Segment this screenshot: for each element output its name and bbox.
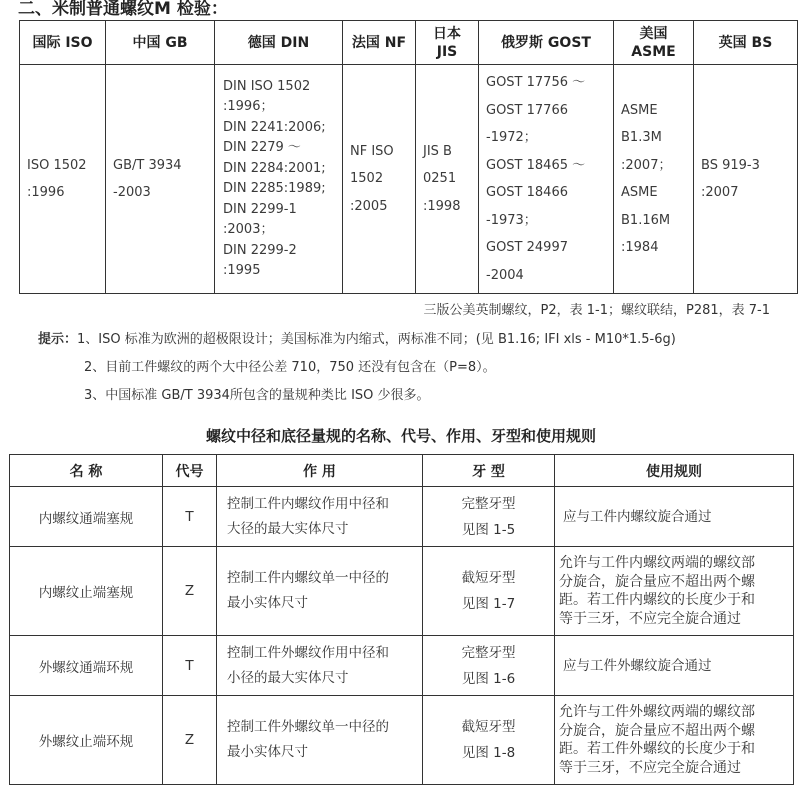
cell-gost-line: GOST 18466 (486, 185, 568, 200)
cell-jis-line: JIS B (423, 143, 452, 159)
header-din: 德国 DIN (215, 21, 343, 65)
gauge-tooth-line: 完整牙型 (461, 495, 516, 512)
gauge-name: 外螺纹止端环规 (10, 696, 163, 785)
gauge-table-title: 螺纹中径和底径量规的名称、代号、作用、牙型和使用规则 (205, 427, 596, 445)
gauge-rule (555, 547, 794, 636)
cell-asme-line: B1.16M (621, 212, 671, 228)
cell-asme-line: B1.3M (621, 130, 662, 145)
table-row (10, 487, 794, 547)
header-iso: 国际 ISO (20, 21, 106, 65)
gauge-tooth-line: 见图 1-7 (461, 596, 516, 612)
gauge-code: Z (163, 547, 217, 636)
gauge-table (9, 454, 794, 785)
cell-gost-line: -2004 (486, 267, 524, 283)
standards-table (19, 20, 798, 294)
cell-din (215, 65, 343, 294)
gauge-tooth (423, 636, 555, 696)
cell-nf (343, 65, 416, 294)
gauge-rule-line: 分旋合，旋合量应不超出两个螺 (559, 722, 755, 739)
gauge-header-row (10, 455, 794, 487)
gauge-effect (217, 487, 423, 547)
gauge-tooth-line: 截短牙型 (461, 570, 516, 586)
section-title: 二、米制普通螺纹M 检验： (18, 0, 228, 19)
header-tooth: 牙 型 (423, 455, 555, 487)
gauge-effect-line: 控制工件外螺纹作用中径和 (227, 644, 389, 661)
cell-din-line: :1995 (223, 263, 261, 278)
header-gb: 中国 GB (106, 21, 215, 65)
gauge-rule-line: 允许与工件外螺纹两端的螺纹部 (559, 704, 755, 720)
gauge-tooth-line: 见图 1-8 (461, 745, 516, 761)
cell-asme-line: :2007； (621, 157, 672, 173)
cell-din-line: :1996； (223, 99, 274, 114)
tips-label: 提示： (38, 332, 78, 347)
cell-din-line: DIN 2285:1989; (223, 181, 326, 196)
header-effect: 作 用 (217, 455, 423, 487)
cell-din-line: DIN ISO 1502 (223, 78, 311, 94)
header-jis: 日本 JIS (416, 21, 479, 65)
gauge-effect-line: 大径的最大实体尺寸 (227, 520, 349, 537)
cell-jis (416, 65, 479, 294)
cell-nf-line: :2005 (350, 198, 388, 214)
cell-gost-line: GOST 18465 ～ (486, 157, 586, 173)
gauge-rule (555, 696, 794, 785)
gauge-code: Z (163, 696, 217, 785)
cell-gb-line: GB/T 3934 (113, 157, 182, 173)
cell-gb (106, 65, 215, 294)
cell-asme (614, 65, 694, 294)
header-code: 代号 (163, 455, 217, 487)
tip-text: 1、ISO 标准为欧洲的超极限设计；美国标准为内缩式，两标准不同；(见 B1.16; IFI xls - M10*1.5-6g) (77, 332, 676, 347)
gauge-rule-line: 等于三牙，不应完全旋合通过 (559, 610, 741, 627)
cell-gost-line: -1973； (486, 212, 537, 228)
cell-iso-line: ISO 1502 (27, 157, 87, 173)
cell-din-line: DIN 2299-2 (223, 242, 297, 258)
cell-asme-line: ASME (621, 185, 658, 200)
cell-din-line: DIN 2299-1 (223, 201, 297, 217)
source-note: 三版公美英制螺纹，P2，表 1-1；螺纹联结，P281，表 7-1 (423, 303, 770, 318)
cell-bs-line: :2007 (701, 185, 739, 200)
cell-jis-line: 0251 (423, 171, 457, 187)
cell-bs (694, 65, 798, 294)
gauge-tooth (423, 547, 555, 636)
cell-gost-line: GOST 17756 ～ (486, 75, 586, 90)
header-rule: 使用规则 (555, 455, 794, 487)
standards-data-row (20, 65, 798, 294)
tip-item: 2、目前工件螺纹的两个大中径公差 710，750 还没有包含在（P=8）。 (84, 360, 496, 375)
header-bs: 英国 BS (694, 21, 798, 65)
gauge-effect-line: 最小实体尺寸 (227, 595, 308, 611)
cell-nf-line: NF ISO (350, 143, 394, 159)
cell-din-line: DIN 2241:2006; (223, 119, 326, 135)
gauge-effect-line: 控制工件内螺纹单一中径的 (227, 570, 389, 586)
cell-nf-line: 1502 (350, 171, 384, 187)
table-row (10, 696, 794, 785)
cell-bs-line: BS 919-3 (701, 157, 760, 173)
gauge-name: 外螺纹通端环规 (10, 636, 163, 696)
gauge-effect-line: 小径的最大实体尺寸 (227, 669, 349, 686)
cell-gost-line: GOST 24997 (486, 240, 568, 255)
gauge-rule-line: 允许与工件内螺纹两端的螺纹部 (559, 555, 755, 571)
gauge-tooth (423, 696, 555, 785)
table-row (10, 636, 794, 696)
gauge-effect (217, 696, 423, 785)
header-nf: 法国 NF (343, 21, 416, 65)
cell-gost-line: GOST 17766 (486, 102, 568, 118)
cell-din-line: DIN 2284:2001; (223, 160, 326, 176)
gauge-rule-line: 等于三牙，不应完全旋合通过 (559, 759, 741, 776)
gauge-effect (217, 636, 423, 696)
cell-gost (479, 65, 614, 294)
tips-block (38, 330, 676, 414)
cell-asme-line: :1984 (621, 240, 659, 255)
gauge-effect-line: 最小实体尺寸 (227, 744, 308, 760)
gauge-tooth-line: 见图 1-6 (461, 670, 516, 687)
cell-gb-line: -2003 (113, 185, 151, 200)
cell-jis-line: :1998 (423, 198, 461, 214)
gauge-tooth-line: 截短牙型 (461, 719, 516, 735)
cell-iso (20, 65, 106, 294)
gauge-tooth-line: 见图 1-5 (461, 521, 516, 538)
gauge-rule-line: 距。若工件内螺纹的长度少于和 (559, 592, 755, 608)
gauge-code: T (163, 487, 217, 547)
standards-header-row (20, 21, 798, 65)
cell-asme-line: ASME (621, 102, 658, 118)
cell-din-line: :2003； (223, 222, 274, 237)
cell-din-line: DIN 2279 ～ (223, 140, 301, 155)
tip-item: 3、中国标准 GB/T 3934所包含的量规种类比 ISO 少很多。 (84, 388, 430, 403)
cell-iso-line: :1996 (27, 185, 65, 200)
header-name: 名 称 (10, 455, 163, 487)
header-asme: 美国 ASME (614, 21, 694, 65)
gauge-name: 内螺纹通端塞规 (10, 487, 163, 547)
gauge-rule-line: 距。若工件外螺纹的长度少于和 (559, 741, 755, 757)
gauge-tooth (423, 487, 555, 547)
gauge-code: T (163, 636, 217, 696)
header-gost: 俄罗斯 GOST (479, 21, 614, 65)
gauge-tooth-line: 完整牙型 (461, 644, 516, 661)
gauge-rule: 应与工件外螺纹旋合通过 (555, 636, 794, 696)
gauge-rule: 应与工件内螺纹旋合通过 (555, 487, 794, 547)
gauge-effect-line: 控制工件内螺纹作用中径和 (227, 495, 389, 512)
tip-item (38, 330, 676, 358)
table-row (10, 547, 794, 636)
gauge-effect (217, 547, 423, 636)
gauge-name: 内螺纹止端塞规 (10, 547, 163, 636)
cell-gost-line: -1972； (486, 130, 537, 145)
gauge-rule-line: 分旋合，旋合量应不超出两个螺 (559, 573, 755, 590)
gauge-effect-line: 控制工件外螺纹单一中径的 (227, 719, 389, 735)
